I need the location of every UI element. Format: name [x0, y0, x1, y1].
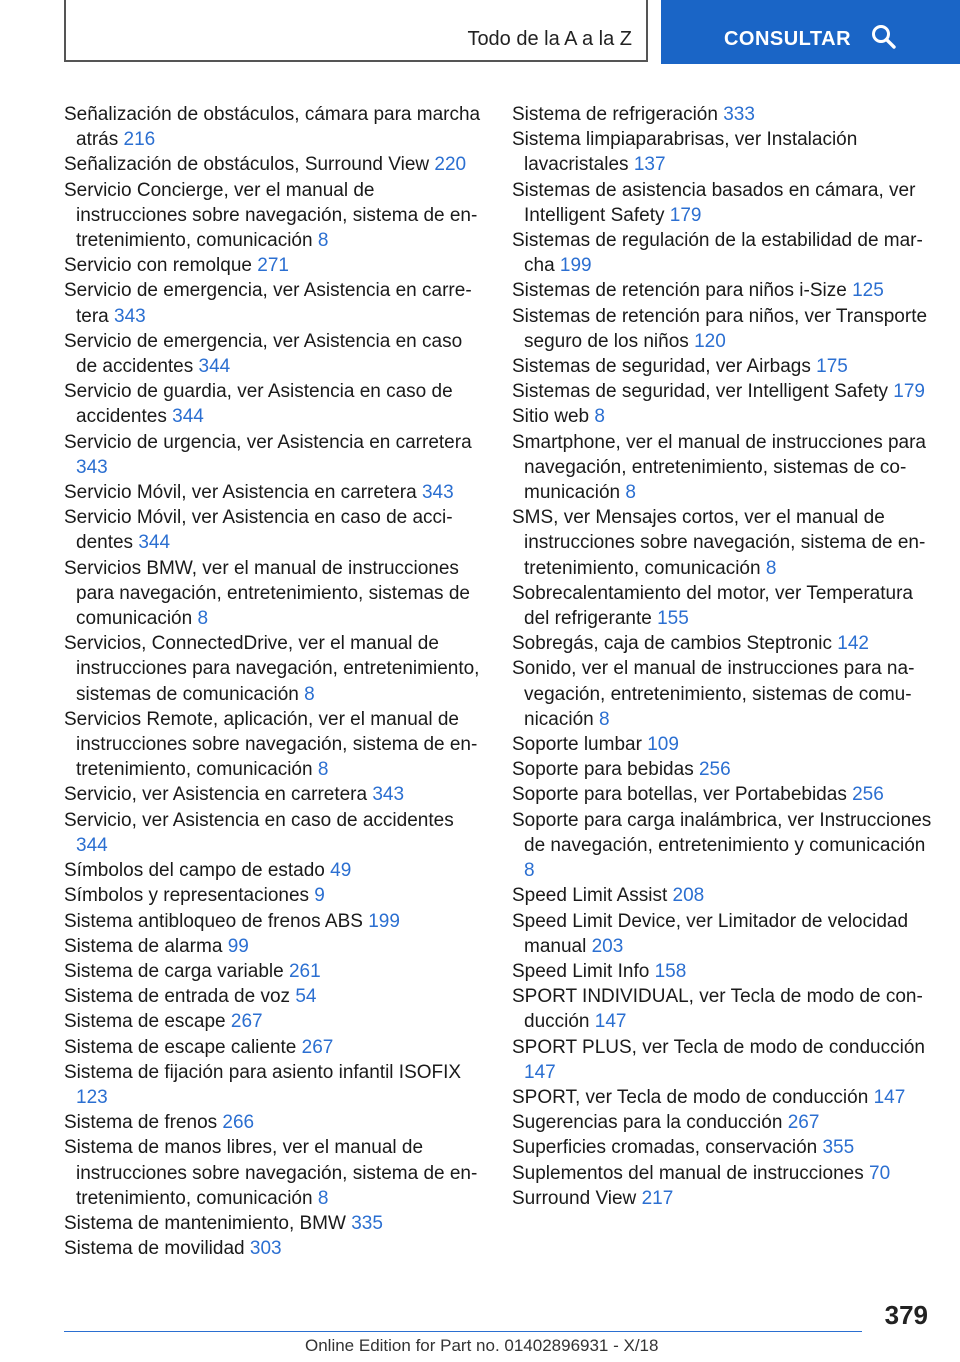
index-entry-text: Sistema de carga variable	[64, 960, 284, 982]
index-entry-text: Sobregás, caja de cambios Steptronic	[512, 633, 833, 655]
index-entry-text: Sitio web	[512, 406, 590, 428]
page-link[interactable]: 343	[421, 482, 454, 504]
page-link[interactable]: 256	[852, 784, 884, 806]
index-entry-text: Sonido, ver el manual de instrucciones para navegación, entretenimiento, sistemas de comunicación	[512, 658, 915, 730]
index-entry-text: Servicio de guardia, ver Asistencia en caso de accidentes	[64, 381, 453, 428]
index-entry-text: Suplementos del manual de instrucciones	[512, 1162, 864, 1184]
index-entry-text: Sistema de escape	[64, 1011, 226, 1033]
index-column-right	[512, 102, 932, 1211]
index-entry-text: Servicio de urgencia, ver Asistencia en carretera	[64, 431, 472, 453]
index-entry	[64, 984, 484, 1009]
tab-consult-label: CONSULTAR	[723, 27, 852, 50]
index-entry	[512, 1135, 932, 1160]
page-link[interactable]: 267	[301, 1036, 334, 1058]
index-entry-text: Sistema de refrigeración	[512, 104, 718, 125]
index-entry	[64, 102, 484, 152]
page-link[interactable]: 8	[304, 683, 315, 705]
index-entry	[64, 379, 484, 429]
index-entry	[64, 1236, 484, 1261]
page-link[interactable]: 8	[317, 230, 329, 252]
tab-a-to-z[interactable]	[64, 0, 648, 62]
page-link[interactable]: 9	[314, 885, 325, 907]
page-link[interactable]: 344	[138, 532, 171, 554]
index-entry	[64, 858, 484, 883]
index-entry-text: Servicio de emergencia, ver Asistencia en carretera	[64, 280, 472, 327]
page-link[interactable]: 344	[198, 356, 231, 378]
index-entry	[512, 656, 932, 732]
index-entry-text: Sistema de movilidad	[64, 1238, 245, 1260]
index-entry-text: Servicios, ConnectedDrive, ver el manual de instrucciones para navegación, entretenimiento, sistemas de comunicación	[64, 633, 480, 705]
index-entry-text: Soporte para botellas, ver Portabebidas	[512, 784, 847, 806]
index-entry	[512, 1161, 932, 1186]
index-entry	[512, 404, 932, 429]
footer-edition: Online Edition for Part no. 01402896931 - X/18	[305, 1336, 659, 1355]
index-entry-text: Sistemas de retención para niños i-Size	[512, 280, 847, 302]
index-entry	[64, 329, 484, 379]
index-entry-text: Servicio de emergencia, ver Asistencia en caso de accidentes	[64, 330, 463, 378]
index-entry-text: Servicio, ver Asistencia en caso de accidentes	[64, 809, 454, 831]
page-link[interactable]: 343	[372, 784, 405, 806]
index-entry	[64, 1135, 484, 1211]
index-entry	[512, 278, 932, 303]
index-entry	[64, 1035, 484, 1060]
index-entry-text: Speed Limit Device, ver Limitador de velocidad manual	[512, 910, 909, 957]
index-entry	[512, 505, 932, 581]
page-link[interactable]: 147	[594, 1011, 627, 1033]
index-entry	[512, 1186, 932, 1211]
page-link[interactable]: 8	[524, 860, 535, 882]
page-link[interactable]: 261	[288, 960, 321, 982]
page-number: 379	[884, 1300, 928, 1330]
index-entry-text: Servicio con remolque	[64, 255, 252, 277]
index-entry	[64, 178, 484, 254]
page-link[interactable]: 344	[172, 406, 204, 428]
page-link[interactable]: 147	[524, 1061, 556, 1083]
index-entry-text: Sistemas de asistencia basados en cámara, ver Intelligent Safety	[512, 179, 916, 226]
index-entry	[512, 228, 932, 278]
index-entry	[64, 1110, 484, 1135]
index-entry-text: Sistema limpiaparabrisas, ver Instalación lavacristales	[512, 129, 858, 176]
index-entry	[512, 1085, 932, 1110]
index-entry	[512, 782, 932, 807]
index-entry	[64, 782, 484, 807]
index-entry	[512, 883, 932, 908]
index-entry	[64, 480, 484, 505]
page-link[interactable]: 49	[330, 860, 352, 882]
index-entry	[64, 278, 484, 328]
index-entry-text: Servicio, ver Asistencia en carretera	[64, 784, 368, 806]
index-entry	[64, 556, 484, 632]
footer-divider	[64, 1331, 862, 1332]
index-entry-text: Surround View	[512, 1187, 637, 1209]
index-entry	[512, 959, 932, 984]
page-link[interactable]: 203	[591, 935, 624, 957]
index-entry-text: Sugerencias para la conducción	[512, 1112, 783, 1134]
index-entry	[64, 505, 484, 555]
index-entry	[64, 934, 484, 959]
index-entry-text: SMS, ver Mensajes cortos, ver el manual de instrucciones sobre navegación, sistema de entretenimiento, comunicación	[512, 507, 926, 579]
index-entry-text: Servicio Móvil, ver Asistencia en carretera	[64, 482, 417, 504]
index-entry-text: Speed Limit Assist	[512, 885, 668, 907]
index-entry-text: SPORT, ver Tecla de modo de conducción	[512, 1086, 869, 1108]
index-entry-text: Sistemas de retención para niños, ver Transporte seguro de los niños	[512, 305, 928, 352]
index-entry-text: Símbolos del campo de estado	[64, 860, 325, 882]
page-link[interactable]: 137	[633, 154, 666, 176]
index-entry	[512, 178, 932, 228]
index-entry-text: Servicios Remote, aplicación, ver el manual de instrucciones sobre navegación, sistema de entretenimiento, comunicación	[64, 708, 478, 781]
index-entry	[64, 959, 484, 984]
page-link[interactable]: 175	[816, 356, 848, 378]
index-entry-text: Sistema de alarma	[64, 935, 223, 957]
index-entry	[512, 379, 932, 404]
index-entry	[512, 808, 932, 884]
page-link[interactable]: 199	[559, 255, 592, 277]
page-link[interactable]: 8	[599, 708, 610, 730]
index-entry-text: Servicios BMW, ver el manual de instrucciones para navegación, entretenimiento, sistemas de comunicación	[64, 557, 470, 630]
index-entry-text: Sistema de frenos	[64, 1112, 218, 1134]
index-entry	[512, 581, 932, 631]
index-entry	[64, 808, 484, 858]
page-link[interactable]: 335	[351, 1212, 383, 1234]
index-entry-text: Superficies cromadas, conservación	[512, 1137, 818, 1159]
page-link[interactable]: 179	[893, 381, 925, 403]
page-link[interactable]: 256	[698, 759, 731, 781]
index-entry	[512, 304, 932, 354]
index-entry-text: Sistema de fijación para asiento infantil ISOFIX	[64, 1061, 462, 1083]
index-entry-text: Sobrecalentamiento del motor, ver Temperatura del refrigerante	[512, 582, 913, 630]
page-link[interactable]: 125	[852, 280, 884, 302]
page-link[interactable]: 120	[694, 330, 726, 352]
page-link[interactable]: 109	[647, 734, 679, 756]
index-entry-text: Sistema de manos libres, ver el manual de instrucciones sobre navegación, sistema de entretenimiento, comunicación	[64, 1137, 478, 1209]
index-entry	[64, 1211, 484, 1236]
index-entry	[64, 152, 484, 177]
index-entry	[64, 631, 484, 707]
index-entry-text: Símbolos y representaciones	[64, 885, 310, 907]
page-link[interactable]: 199	[368, 910, 400, 932]
index-entry-text: Sistema de escape caliente	[64, 1036, 297, 1058]
index-entry	[512, 909, 932, 959]
index-entry	[512, 1110, 932, 1135]
page-link[interactable]: 155	[657, 608, 689, 630]
page-link[interactable]: 343	[114, 305, 146, 327]
index-entry-text: Sistema antibloqueo de frenos ABS	[64, 910, 363, 932]
index-entry	[512, 127, 932, 177]
index-entry	[512, 354, 932, 379]
page-link[interactable]: 217	[641, 1187, 674, 1209]
page-link[interactable]: 179	[669, 204, 702, 226]
page-link[interactable]: 355	[822, 1137, 855, 1159]
index-entry	[64, 1060, 484, 1110]
index-entry-text: Smartphone, ver el manual de instrucciones para navegación, entretenimiento, sistemas de comunicación	[512, 431, 927, 504]
page-link[interactable]: 158	[654, 960, 687, 982]
index-entry-text: Sistemas de regulación de la estabilidad de marcha	[512, 230, 923, 277]
index-entry	[512, 984, 932, 1034]
page-link[interactable]: 271	[257, 255, 289, 277]
index-entry-text: Sistema de mantenimiento, BMW	[64, 1212, 346, 1234]
index-entry-text: SPORT INDIVIDUAL, ver Tecla de modo de conducción	[512, 986, 923, 1033]
page-link[interactable]: 8	[317, 1187, 329, 1209]
header	[0, 0, 960, 66]
page-link[interactable]: 147	[873, 1086, 906, 1108]
page-link[interactable]: 8	[317, 759, 329, 781]
index-entry	[64, 253, 484, 278]
index-entry	[64, 1009, 484, 1034]
index-entry	[512, 757, 932, 782]
index-entry-text: SPORT PLUS, ver Tecla de modo de conducción	[512, 1036, 925, 1058]
index-entry-text: Soporte para bebidas	[512, 759, 694, 781]
page-link[interactable]: 8	[625, 482, 636, 504]
page-link[interactable]: 8	[197, 608, 209, 630]
tab-consult[interactable]	[661, 0, 960, 64]
tab-a-to-z-label: Todo de la A a la Z	[467, 28, 632, 50]
index-entry-text: Sistema de entrada de voz	[64, 986, 291, 1008]
page-link[interactable]: 8	[594, 406, 605, 428]
index-entry-text: Servicio Móvil, ver Asistencia en caso de accidentes	[64, 507, 453, 554]
page-link[interactable]: 344	[76, 834, 108, 856]
index-column-left	[64, 102, 484, 1261]
page-link[interactable]: 220	[434, 154, 467, 176]
page-link[interactable]: 99	[227, 935, 249, 957]
page-link[interactable]: 343	[76, 456, 108, 478]
index-entry	[64, 707, 484, 783]
index-entry	[512, 1035, 932, 1085]
page-link[interactable]: 54	[295, 986, 317, 1008]
index-entry-text: Señalización de obstáculos, cámara para marcha atrás	[64, 104, 481, 151]
index-entry	[512, 631, 932, 656]
index-entry-text: Soporte lumbar	[512, 734, 642, 756]
page-link[interactable]: 123	[76, 1086, 108, 1108]
page-link[interactable]: 8	[765, 557, 777, 579]
page-link[interactable]: 303	[249, 1238, 282, 1260]
page-link[interactable]: 142	[837, 633, 869, 655]
index-entry-text: Servicio Concierge, ver el manual de instrucciones sobre navegación, sistema de entretenimiento, comunicación	[64, 179, 478, 252]
page-link[interactable]: 267	[230, 1011, 263, 1033]
index-entry-text: Sistemas de seguridad, ver Airbags	[512, 356, 811, 378]
index-entry-text: Speed Limit Info	[512, 960, 650, 982]
page-link[interactable]: 267	[787, 1112, 820, 1134]
index-entry-text: Sistemas de seguridad, ver Intelligent Safety	[512, 381, 888, 403]
search-icon	[871, 24, 897, 50]
index-entry	[64, 883, 484, 908]
page-link[interactable]: 208	[672, 885, 705, 907]
index-entry	[64, 430, 484, 480]
page-link[interactable]: 216	[123, 129, 156, 151]
index-entry	[512, 732, 932, 757]
index-entry	[512, 102, 932, 127]
index-entry	[512, 430, 932, 506]
index-entry-text: Soporte para carga inalámbrica, ver Instrucciones de navegación, entretenimiento y comunicación	[512, 809, 932, 856]
index-entry-text: Señalización de obstáculos, Surround View	[64, 154, 430, 176]
page-link[interactable]: 333	[723, 104, 755, 125]
index-entry	[64, 909, 484, 934]
page-link[interactable]: 266	[222, 1112, 255, 1134]
page-link[interactable]: 70	[869, 1162, 891, 1184]
